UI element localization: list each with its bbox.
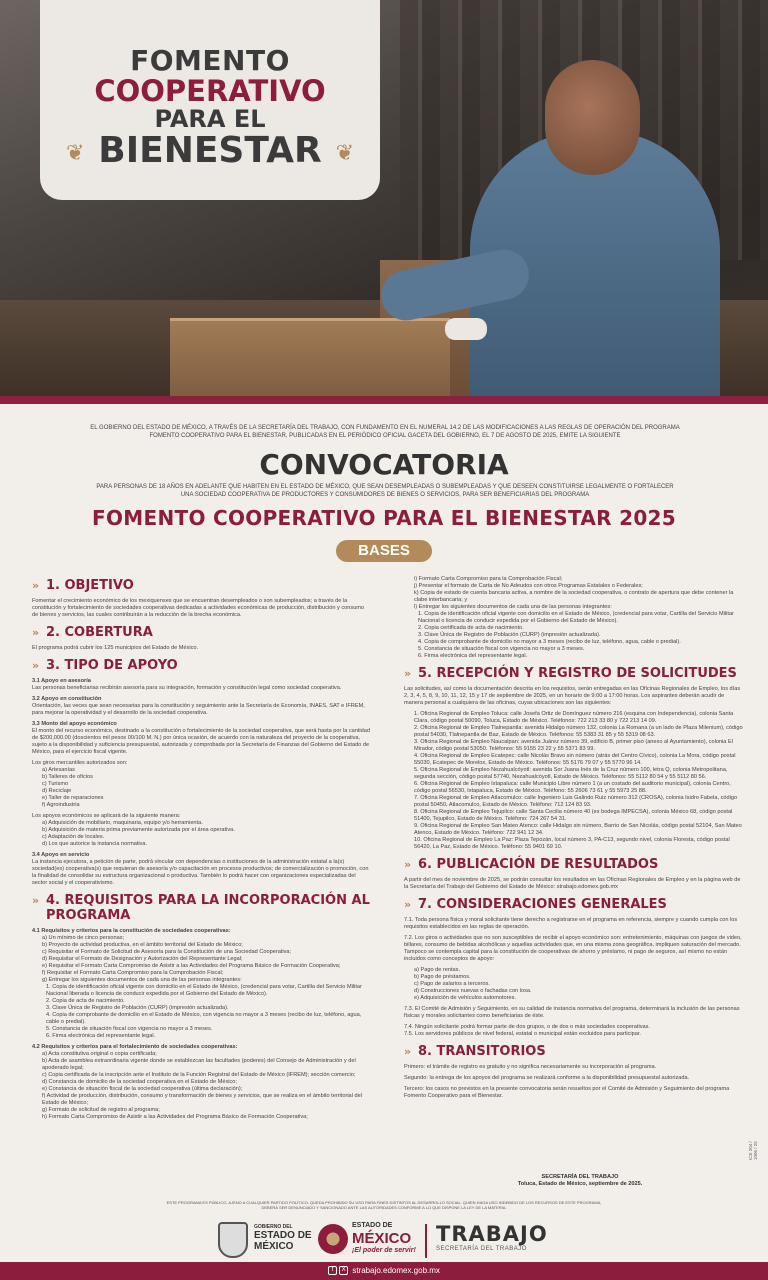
logo-line-2: COOPERATIVO <box>94 74 326 108</box>
estado-logo-slogan: ¡El poder de servir! <box>352 1247 416 1254</box>
section-title: 3. TIPO DE APOYO <box>46 658 178 673</box>
estado-logo-line-2: MÉXICO <box>352 1230 412 1247</box>
list-item: 4. Copia de comprobante de domicilio no mayor a 3 meses (recibo de luz, teléfono, agua, cable o predial). <box>418 639 681 645</box>
section-title: 7. CONSIDERACIONES GENERALES <box>418 897 667 912</box>
paragraph: Tercero: los casos no previstos en la presente convocatoria serán resueltos por el Comité de Admisión y Seguimiento del programa Fomento Cooperativo para el Bienestar. <box>404 1086 730 1099</box>
logo-divider <box>425 1224 427 1258</box>
section-title: 6. PUBLICACIÓN DE RESULTADOS <box>418 857 659 872</box>
trabajo-logo <box>436 1222 548 1252</box>
list-item: c) Turismo <box>42 781 69 787</box>
target-audience-text: PARA PERSONAS DE 18 AÑOS EN ADELANTE QUE HABITEN EN EL ESTADO DE MÉXICO, QUE SEAN DESEMPLEADAS O SUBEMPLEADAS Y QUE DESEEN CONSTITUIRSE LEGALMENTE O FORTALECER UNA SOCIEDAD COOPERATIVA DE PRODUCTORES Y CONSUMIDORES DE BIENES O SERVICIOS, PARA SER BENEFICIARIAS DEL PROGRAMA <box>96 484 674 498</box>
list-item: g) Entregar los siguientes documentos de cada una de las personas integrantes: <box>42 977 242 983</box>
intro-text: EL GOBIERNO DEL ESTADO DE MÉXICO, A TRAVÉS DE LA SECRETARÍA DEL TRABAJO, CON FUNDAMENTO EN EL NUMERAL 14.2 DE LAS MODIFICACIONES A LAS REGLAS DE OPERACIÓN DEL PROGRAMA FOMENTO COOPERATIVO PARA EL BIENESTAR, PUBLICADAS EN EL PERIÓDICO OFICIAL GACETA DEL GOBIERNO, EL 7 DE AGOSTO DE 2025, EMITE LA SIGUIENTE <box>90 425 680 439</box>
section-title: 1. OBJETIVO <box>46 578 134 593</box>
list-item: b) Pago de préstamos. <box>414 974 471 980</box>
section-heading <box>404 857 744 872</box>
list-item: b) Acta de asamblea extraordinaria vigente donde se establezcan las facultades (poderes) del Consejo de Administración y del apoderado legal; <box>42 1058 356 1071</box>
list-item: a) Artesanías <box>42 767 75 773</box>
office-item: 4. Oficina Regional de Empleo Ecatepec: calle Nicolás Bravo sin número (atrás del Centro Cívico), colonia La Mora, código postal 55030, Ecatepec de Morelos, Estado de México. Teléfonos: 55 5176 79 07 y 55 5770 96 14. <box>414 753 736 766</box>
section-title: 2. COBERTURA <box>46 625 153 640</box>
list-item: 5. Constancia de situación fiscal con vigencia no mayor a 3 meses. <box>418 646 585 652</box>
list-item: 3. Clave Única de Registro de Población (CURP) (impresión actualizada). <box>46 1005 229 1011</box>
office-item: 8. Oficina Regional de Empleo Tejupilco: calle Santa Cecilia número 40 (ex bodega IMPECSA), colonia México 68, código postal 51400, Tejupilco, Estado de México. Teléfono: 724 267 54 31. <box>414 809 733 822</box>
estado-logo-line-1: ESTADO DE <box>352 1222 393 1229</box>
list-item: d) Requisitar el Formato de Designación y Autorización del Representante Legal; <box>42 956 243 962</box>
office-item: 5. Oficina Regional de Empleo Nezahualcóyotl: avenida Sor Juana Inés de la Cruz número 100, letra Q, colonia Metropolitana, segunda sección, código postal 57740, Nezahualcóyotl, Estado de México. Teléfonos: 55 5112 80 54 y 55 5112 80 56. <box>414 767 728 780</box>
section-title: 8. TRANSITORIOS <box>418 1044 546 1059</box>
paragraph: Segundo: la entrega de los apoyos del programa se realizará conforme a la disponibilidad presupuestal autorizada. <box>404 1075 690 1081</box>
x-icon[interactable]: X <box>339 1266 348 1275</box>
office-item: 9. Oficina Regional de Empleo San Mateo Atenco: calle Hidalgo sin número, Barrio de San Nicolás, código postal 52104, San Mateo Atenco, Estado de México. Teléfono: 722 941 12 34. <box>414 823 742 836</box>
subheading: 3.4 Apoyo en servicio <box>32 852 90 858</box>
section-title: 5. RECEPCIÓN Y REGISTRO DE SOLICITUDES <box>418 666 737 681</box>
list-item: g) Formato de solicitud de registro al programa; <box>42 1107 160 1113</box>
list-item: f) Requisitar el Formato Carta Compromiso para la Comprobación Fiscal; <box>42 970 224 976</box>
list-item: e) Adquisición de vehículos automotores. <box>414 995 516 1001</box>
legal-disclaimer: ESTE PROGRAMA ES PÚBLICO, AJENO A CUALQUIER PARTIDO POLÍTICO. QUEDA PROHIBIDO SU USO PARA FINES DISTINTOS AL DESARROLLO SOCIAL. QUIEN HAGA USO INDEBIDO DE LOS RECURSOS DE ESTE PROGRAMA, DEBERÁ SER DENUNCIADO Y SANCIONADO ANTE LAS AUTORIDADES CONFORME A LO QUE DISPONE LA LEY DE LA MATERIA. <box>166 1200 602 1210</box>
list-item: a) Pago de rentas. <box>414 967 461 973</box>
gobierno-small-text: GOBIERNO DEL <box>254 1224 293 1230</box>
arrow-icon: » <box>32 894 40 907</box>
section-heading <box>404 666 744 681</box>
paragraph: Primero: el trámite de registro es gratuito y no significa necesariamente su incorporación al programa. <box>404 1064 657 1070</box>
gobierno-logo <box>218 1222 318 1262</box>
list-item: i) Formato Carta Compromiso para la Comprobación Fiscal; <box>414 576 563 582</box>
paragraph: El programa podrá cubrir los 125 municipios del Estado de México. <box>32 645 199 651</box>
office-item: 3. Oficina Regional de Empleo Naucalpan: avenida Juárez número 39, edificio B, primer piso (anexo al Ayuntamiento), colonia El Mirador, código postal 53050. Teléfonos: 55 9155 23 22 y 55 5371 83 99. <box>414 739 733 752</box>
section-heading <box>32 658 370 673</box>
list-item: b) Proyecto de actividad productiva, en el ámbito territorial del Estado de México; <box>42 942 243 948</box>
logo-strip <box>0 1220 768 1262</box>
list-item: 2. Copia de acta de nacimiento. <box>46 998 125 1004</box>
paragraph: Orientación, las veces que sean necesarias para la constitución y seguimiento ante la Secretaría de Economía, INAES, SAT e IFREM, para mejorar la operatividad y el desarrollo de la sociedad cooperativa. <box>32 703 365 716</box>
section-heading <box>404 1044 744 1059</box>
arrow-icon: » <box>404 858 412 871</box>
paragraph: La instancia ejecutora, a petición de parte, podrá vincular con dependencias o instituciones de la administración estatal a la(s) sociedad(es) cooperativa(s) que requieran de asesoría y/o capacitación en procesos productivos; de comercialización o promoción, con la finalidad de consolidar su estructura organizacional o productiva. También lo podrá hacer con organizaciones especializadas del sector social y el cooperativismo. <box>32 859 369 886</box>
office-item: 7. Oficina Regional de Empleo Atlacomulco: calle Ingeniero Luis Galindo Ruiz número 312 (CROSA), colonia Isidro Fabela, código postal 50450, Atlacomulco, Estado de México. Teléfono: 712 124 83 93. <box>414 795 738 808</box>
logo-line-1: FOMENTO <box>130 44 290 77</box>
gobierno-logo-text <box>254 1224 312 1252</box>
list-item: a) Adquisición de mobiliario, maquinaria, equipo y/o herramienta. <box>42 820 203 826</box>
list-item: 5. Constancia de situación fiscal con vigencia no mayor a 3 meses. <box>46 1026 213 1032</box>
paragraph: 7.1. Toda persona física y moral solicitante tiene derecho a registrarse en el programa en referencia, siempre y cuando cumpla con los requisitos establecidos en las reglas de operación. <box>404 917 738 930</box>
footer-bar <box>0 1262 768 1280</box>
right-column <box>404 576 744 1104</box>
logo-line-3: PARA EL <box>154 105 266 133</box>
list-item: c) Adaptación de locales. <box>42 834 105 840</box>
arrow-icon: » <box>404 1045 412 1058</box>
trabajo-logo-subtitle: SECRETARÍA DEL TRABAJO <box>436 1246 527 1252</box>
program-logo-card <box>40 0 380 200</box>
gobierno-big-text-1: ESTADO DE <box>254 1230 312 1241</box>
list-item: 4. Copia de comprobante de domicilio en el Estado de México, con vigencia no mayor a 3 meses (recibo de luz, teléfono, agua, cable o predial). <box>46 1012 362 1025</box>
paragraph: El monto del recurso económico, destinado a la constitución o fortalecimiento de la sociedad cooperativa, que será hasta por la cantidad de $200,000.00 (doscientos mil pesos 00/100 M. N.) por única ocasión, de acuerdo con la naturaleza del proyecto de la cooperativa, sujeto a la disponibilidad y suficiencia presupuestal, autorizada y comprobada por la Secretaría de Finanzas del Gobierno del Estado de México, para el ejercicio fiscal vigente. <box>32 728 371 755</box>
paragraph: 7.4. Ningún solicitante podrá formar parte de dos grupos, o de dos o más sociedades cooperativas. <box>404 1024 650 1030</box>
list-item: d) Reciclaje <box>42 788 72 794</box>
list-item: b) Talleres de oficios <box>42 774 93 780</box>
signature-line-1: SECRETARÍA DEL TRABAJO <box>541 1174 619 1180</box>
list-item: d) Los que autorice la instancia normativa. <box>42 841 148 847</box>
list-item: c) Copia certificada de la inscripción ante el Instituto de la Función Registral del Estado de México (IFREM); sección comercio; <box>42 1072 356 1078</box>
subheading: 4.1 Requisitos y criterios para la constitución de sociedades cooperativas: <box>32 928 231 934</box>
list-item: a) Acta constitutiva original o copia certificada; <box>42 1051 157 1057</box>
list-item: 2. Copia certificada de acta de nacimiento. <box>418 625 524 631</box>
paragraph: 7.2. Los giros o actividades que no son susceptibles de recibir el apoyo económico son: entretenimiento, máquinas con juegos de video, billares, consumo de bebidas alcohólicas y aquellas actividades que, en una misma zona geográfica, impliquen saturación del mercado. Tampoco se contempla capital para la constitución de cooperativas de ahorro y préstamo, ni pago de seguros, así mismo no están incluidos como conceptos de apoyo: <box>404 935 742 962</box>
footer-url-link[interactable]: strabajo.edomex.gob.mx <box>352 1266 440 1275</box>
section-heading <box>32 625 370 640</box>
convocatoria-heading: CONVOCATORIA <box>259 448 509 481</box>
bases-badge: BASES <box>336 540 432 562</box>
list-item: h) Formato Carta Compromiso de Asistir a las Actividades del Programa Básico de Formación Cooperativa; <box>42 1114 308 1120</box>
arrow-icon: » <box>404 898 412 911</box>
coat-of-arms-icon <box>218 1222 248 1258</box>
list-item: f) Agroindustria <box>42 802 80 808</box>
list-item: b) Adquisición de materia prima previamente autorizada por el área operativa. <box>42 827 235 833</box>
office-item: 2. Oficina Regional de Empleo Tlalnepantla: avenida Hidalgo número 132, colonia La Romana (a un lado de Plaza Milenium), código postal 54030, Tlalnepantla de Baz, Estado de México. Teléfonos: 55 5383 31 85 y 55 5319 08 63. <box>414 725 743 738</box>
list-label: Los giros mercantiles autorizados son: <box>32 760 128 766</box>
office-item: 6. Oficina Regional de Empleo Ixtapaluca: calle Municipio Libre número 1 (a un costado del auditorio municipal), colonia Centro, código postal 56530, Ixtapaluca, Estado de México. Teléfono: 55 2606 73 61 y 55 5973 25 88. <box>414 781 731 794</box>
paragraph: Las solicitudes, así como la documentación descrita en los requisitos, serán entregadas en las Oficinas Regionales de Empleo, los días 2, 3, 4, 5, 8, 9, 10, 11, 12, 15 y 17 de septiembre de 2025, en un horario de 9:00 a 17:00 horas. Los aspirantes deberán acudir de manera personal a cualquiera de las oficinas, cuyas ubicaciones son las siguientes: <box>404 686 741 706</box>
arrow-icon: » <box>32 659 40 672</box>
list-label: Los apoyos económicos se aplicará de la siguiente manera: <box>32 813 181 819</box>
list-item: 1. Copia de identificación oficial vigente con domicilio en el Estado de México, (credencial para votar, Cartilla del Servicio Militar Nacional o licencia de conducir expedida por el Gobierno del Estado de México). <box>418 611 734 624</box>
paragraph: 7.3. El Comité de Admisión y Seguimiento, en su calidad de instancia normativa del programa, determinará la inclusión de las personas físicas y morales solicitantes como beneficiarias de éste. <box>404 1006 740 1019</box>
list-item: l) Entregar los siguientes documentos de cada una de las personas integrantes: <box>414 604 612 610</box>
reference-code: ICE 204 / 1006 / 25 <box>748 1141 758 1160</box>
paragraph: 7.5. Los servidores públicos de nivel federal, estatal o municipal están excluidos para participar. <box>404 1031 641 1037</box>
list-item: 6. Firma electrónica del representante legal. <box>46 1033 156 1039</box>
list-item: c) Pago de salarios a terceros. <box>414 981 490 987</box>
cleaning-rag <box>445 318 487 340</box>
left-column <box>32 572 370 1121</box>
list-item: 6. Firma electrónica del representante legal. <box>418 653 528 659</box>
section-heading <box>32 893 370 923</box>
worker-head <box>545 60 640 175</box>
arrow-icon: » <box>32 626 40 639</box>
list-item: c) Requisitar el Formato de Solicitud de Asesoría para la Constitución de una Sociedad Cooperativa; <box>42 949 292 955</box>
brand-stripe <box>0 396 768 404</box>
program-title: FOMENTO COOPERATIVO PARA EL BIENESTAR 2025 <box>92 506 676 530</box>
list-item: f) Actividad de producción, distribución, consumo y transformación de bienes y servicios, que se realiza en el ámbito territorial del Estado de México; <box>42 1093 362 1106</box>
list-item: d) Construcciones nuevas o fachadas con losa. <box>414 988 532 994</box>
estado-mexico-logo <box>318 1220 418 1262</box>
facebook-icon[interactable]: f <box>328 1266 337 1275</box>
list-item: e) Requisitar el Formato Carta Compromiso de Asistir a las Actividades del Programa Básico de Formación Cooperativa; <box>42 963 341 969</box>
subheading: 3.2 Apoyo en constitución <box>32 696 102 702</box>
logo-line-4: BIENESTAR <box>98 130 322 171</box>
office-item: 1. Oficina Regional de Empleo Toluca: calle Josefa Ortiz de Domínguez número 216 (esquina con Independencia), colonia Santa Clara, código postal 50090, Toluca, Estado de México. Teléfonos: 722 213 33 80 y 722 213 14 09. <box>414 711 734 724</box>
list-item: d) Constancia de domicilio de la sociedad cooperativa en el Estado de México; <box>42 1079 237 1085</box>
laurel-right-icon: ❦ <box>335 140 354 165</box>
signature-block <box>470 1174 690 1188</box>
signature-line-2: Toluca, Estado de México, septiembre de 2025. <box>517 1181 643 1187</box>
gobierno-big-text-2: MÉXICO <box>254 1241 294 1252</box>
wood-cabinet <box>170 318 450 404</box>
trabajo-logo-title: TRABAJO <box>436 1222 548 1246</box>
section-heading <box>404 897 744 912</box>
list-item: j) Presentar el formato de Carta de No Adeudos con otros Programas Estatales o Federales; <box>414 583 643 589</box>
laurel-left-icon: ❦ <box>66 140 85 165</box>
section-title: 4. REQUISITOS PARA LA INCORPORACIÓN AL PROGRAMA <box>46 893 370 923</box>
paragraph: A partir del mes de noviembre de 2025, se podrán consultar los resultados en las Oficinas Regionales de Empleo y en la página web de la Secretaría del Trabajo del Gobierno del Estado de México: strabajo.edomex.gob.mx <box>404 877 741 890</box>
subheading: 3.1 Apoyo en asesoría <box>32 678 91 684</box>
subheading: 3.3 Monto del apoyo económico <box>32 721 117 727</box>
paragraph: Las personas beneficiarias recibirán asesoría para su integración, formación y constitución legal como sociedad cooperativa. <box>32 685 342 691</box>
arrow-icon: » <box>32 579 40 592</box>
hero-photo <box>0 0 768 404</box>
list-item: 3. Clave Única de Registro de Población (CURP) (impresión actualizada). <box>418 632 601 638</box>
list-item: 1. Copia de identificación oficial vigente con domicilio en el Estado de México, (credencial para votar, Cartilla del Servicio Militar Nacional liberada o licencia de conducir expedida por el Gobierno del Estado de México). <box>46 984 362 997</box>
subheading: 4.2 Requisitos y criterios para el fortalecimiento de sociedades cooperativas: <box>32 1044 238 1050</box>
arrow-icon: » <box>404 667 412 680</box>
list-item: e) Taller de reparaciones <box>42 795 104 801</box>
list-item: a) Un mínimo de cinco personas; <box>42 935 125 941</box>
section-heading <box>32 578 370 593</box>
office-item: 10. Oficina Regional de Empleo La Paz: Plaza Tepozán, local número 3, PA-C13, segundo nivel, colonia Floresta, código postal 56420, La Paz, Estado de México. Teléfono: 55 9401 69 10. <box>414 837 730 850</box>
list-item: e) Constancia de situación fiscal de la sociedad cooperativa (última declaración); <box>42 1086 243 1092</box>
estado-mexico-mark-icon <box>318 1224 348 1254</box>
list-item: k) Copia de estado de cuenta bancaria activa, a nombre de la sociedad cooperativa, o contrato de apertura que debe contener la clabe interbancaria; y <box>414 590 734 603</box>
paragraph: Fomentar el crecimiento económico de los mexiquenses que se encuentran desempleados o son subempleados; a través de la constitución y fortalecimiento de sociedades cooperativas dedicadas a actividades económicas de producción, distribución y consumo de bienes y servicios, las cuales contribuirán a la reducción de la brecha económica. <box>32 598 365 618</box>
